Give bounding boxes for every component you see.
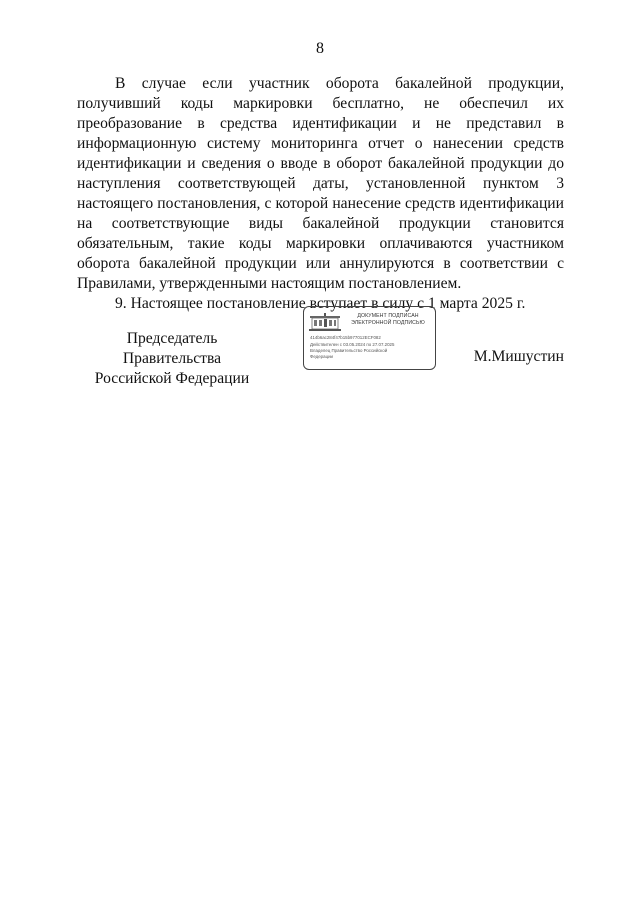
government-building-icon (309, 312, 341, 332)
signatory-name: М.Мишустин (473, 348, 564, 365)
paragraph: В случае если участник оборота бакалейной продукции, получивший коды маркировки бесплатно, не обеспечил их преобразование в средства идентификации и не представил в информационную систему мониторинга отчет о нанесении средств идентификации и сведения о вводе в оборот бакалейной продукции до наступления соответствующей даты, установленной пунктом 3 настоящего постановления, с которой нанесение средств идентификации на соответствующие виды бакалейной продукции становится обязательным, такие коды маркировки оплачиваются участником оборота бакалейной продукции или аннулируются в соответствии с Правилами, утвержденными настоящим постановлением. (77, 75, 564, 292)
stamp-owner: Владелец Правительство Российской (310, 348, 388, 353)
signatory-position-line: Председатель Правительства (122, 330, 222, 367)
signatory-position (77, 329, 267, 389)
page-number: 8 (316, 40, 324, 57)
stamp-owner: Федерации (310, 354, 333, 359)
document-body (77, 74, 564, 314)
stamp-validity: Действителен с 03.05.2024 по 27.07.2025 (310, 342, 395, 347)
signatory-position-line: Российской Федерации (94, 370, 250, 387)
paragraph: 9. Настоящее постановление вступает в силу с 1 марта 2025 г. (115, 295, 526, 312)
stamp-title: ДОКУМЕНТ ПОДПИСАН ЭЛЕКТРОННОЙ ПОДПИСЬЮ (351, 313, 425, 326)
electronic-signature-stamp (303, 306, 436, 370)
stamp-certificate: 414b6ac284f47b15b977012ECF082 (310, 335, 381, 340)
